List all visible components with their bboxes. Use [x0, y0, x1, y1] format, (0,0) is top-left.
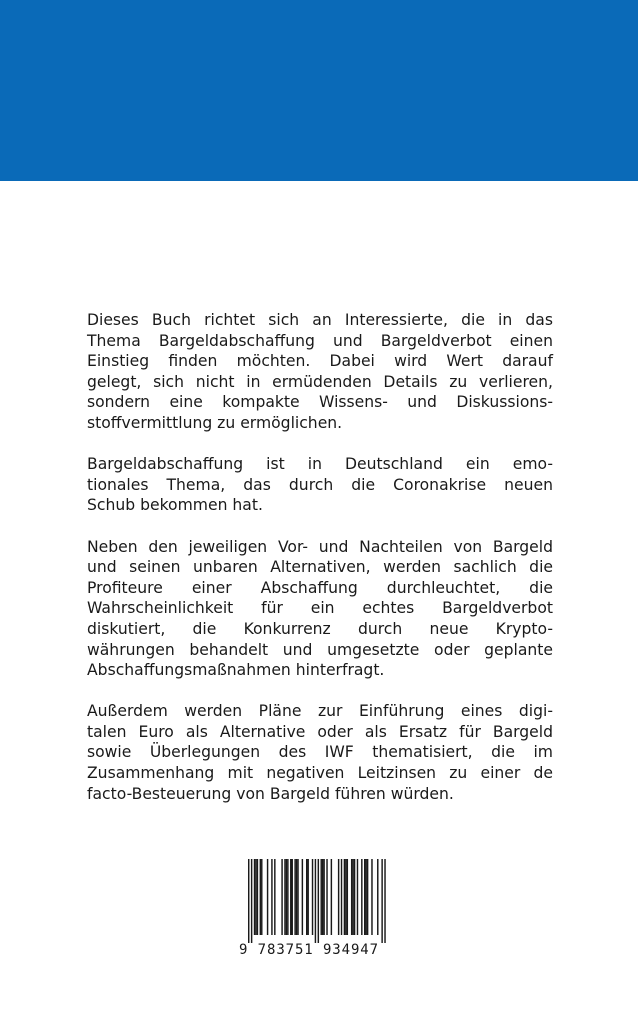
barcode-bar [294, 859, 295, 935]
blurb-line: diskutiert, die Konkurrenz durch neue Krypto- [87, 619, 553, 638]
blurb-paragraph [87, 537, 553, 681]
barcode-bar [321, 859, 322, 935]
barcode-bar [361, 859, 362, 935]
barcode-bar [347, 859, 348, 935]
barcode-bar [338, 859, 339, 935]
blurb-line: Bargeldabschaffung ist in Deutschland ein emo- [87, 455, 553, 474]
blurb-line: Zusammenhang mit negativen Leitzinsen zu einer de [87, 764, 553, 783]
isbn-barcode [239, 859, 391, 965]
blurb-line: stoffvermittlung zu ermöglichen. [87, 413, 343, 432]
barcode-bar [371, 859, 372, 935]
barcode-bar [254, 859, 255, 935]
blurb-line: Abschaffungsmaßnahmen hinterfragt. [87, 661, 385, 680]
blurb-line: währungen behandelt und umgesetzte oder geplante [87, 640, 553, 659]
barcode-bar [257, 859, 258, 935]
barcode-bar [377, 859, 378, 935]
blurb-text [87, 310, 553, 825]
barcode-bar [352, 859, 353, 935]
barcode-bar [354, 859, 355, 935]
barcode-bar [274, 859, 275, 935]
blurb-paragraph [87, 310, 553, 434]
barcode-bar [286, 859, 287, 935]
blurb-line: Neben den jeweiligen Vor- und Nachteilen von Bargeld [87, 537, 553, 556]
barcode-bar [323, 859, 324, 935]
top-color-band [0, 0, 638, 181]
blurb-line: Außerdem werden Pläne zur Einführung eines digi- [87, 702, 553, 721]
barcode-bar [341, 859, 342, 935]
isbn-number: 9 783751 934947 [239, 942, 379, 958]
barcode-bar [357, 859, 358, 935]
blurb-line: gelegt, sich nicht in ermüdenden Details zu verlieren, [87, 372, 553, 391]
blurb-line: und seinen unbaren Alternativen, werden sachlich die [87, 558, 553, 577]
barcode-bar [384, 859, 385, 943]
barcode-bar [290, 859, 291, 935]
barcode-bar [261, 859, 262, 935]
blurb-paragraph [87, 701, 553, 804]
barcode-bar [322, 859, 323, 935]
barcode-bar [364, 859, 365, 935]
barcode-bar [302, 859, 303, 935]
barcode-bars [239, 859, 391, 943]
barcode-bar [318, 859, 319, 943]
barcode-bar [260, 859, 261, 935]
barcode-bar [315, 859, 316, 943]
barcode-bar [367, 859, 368, 935]
blurb-line: facto-Besteuerung von Bargeld führen würden. [87, 784, 454, 803]
barcode-bar [287, 859, 288, 935]
barcode-bar [306, 859, 307, 935]
barcode-bar [331, 859, 332, 935]
barcode-bar [251, 859, 252, 943]
blurb-line: tionales Thema, das durch die Coronakrise neuen [87, 475, 553, 494]
barcode-bar [271, 859, 272, 935]
barcode-bar [326, 859, 327, 935]
blurb-line: Dieses Buch richtet sich an Interessierte, die in das [87, 311, 553, 329]
barcode-bar [281, 859, 282, 935]
blurb-line: Thema Bargeldabschaffung und Bargeldverbot einen [87, 331, 553, 350]
barcode-bar [248, 859, 249, 943]
barcode-bar [351, 859, 352, 935]
barcode-bar [297, 859, 298, 935]
blurb-line: Wahrscheinlichkeit für ein echtes Bargeldverbot [87, 599, 553, 618]
barcode-bar [296, 859, 297, 935]
barcode-bar [284, 859, 285, 935]
blurb-line: talen Euro als Alternative oder als Ersatz für Bargeld [87, 722, 553, 741]
barcode-bar [365, 859, 366, 935]
barcode-bar [255, 859, 256, 935]
barcode-bar [312, 859, 313, 935]
blurb-line: Profiteure einer Abschaffung durchleuchtet, die [87, 578, 553, 597]
blurb-line: Einstieg finden möchten. Dabei wird Wert darauf [87, 352, 553, 371]
barcode-bar [381, 859, 382, 943]
blurb-line: sondern eine kompakte Wissens- und Diskussions- [87, 393, 553, 412]
barcode-bar [345, 859, 346, 935]
blurb-line: sowie Überlegungen des IWF thematisiert, die im [87, 743, 553, 762]
barcode-bar [292, 859, 293, 935]
barcode-bar [267, 859, 268, 935]
barcode-bar [344, 859, 345, 935]
barcode-bar [307, 859, 308, 935]
blurb-line: Schub bekommen hat. [87, 496, 263, 515]
blurb-paragraph [87, 454, 553, 516]
